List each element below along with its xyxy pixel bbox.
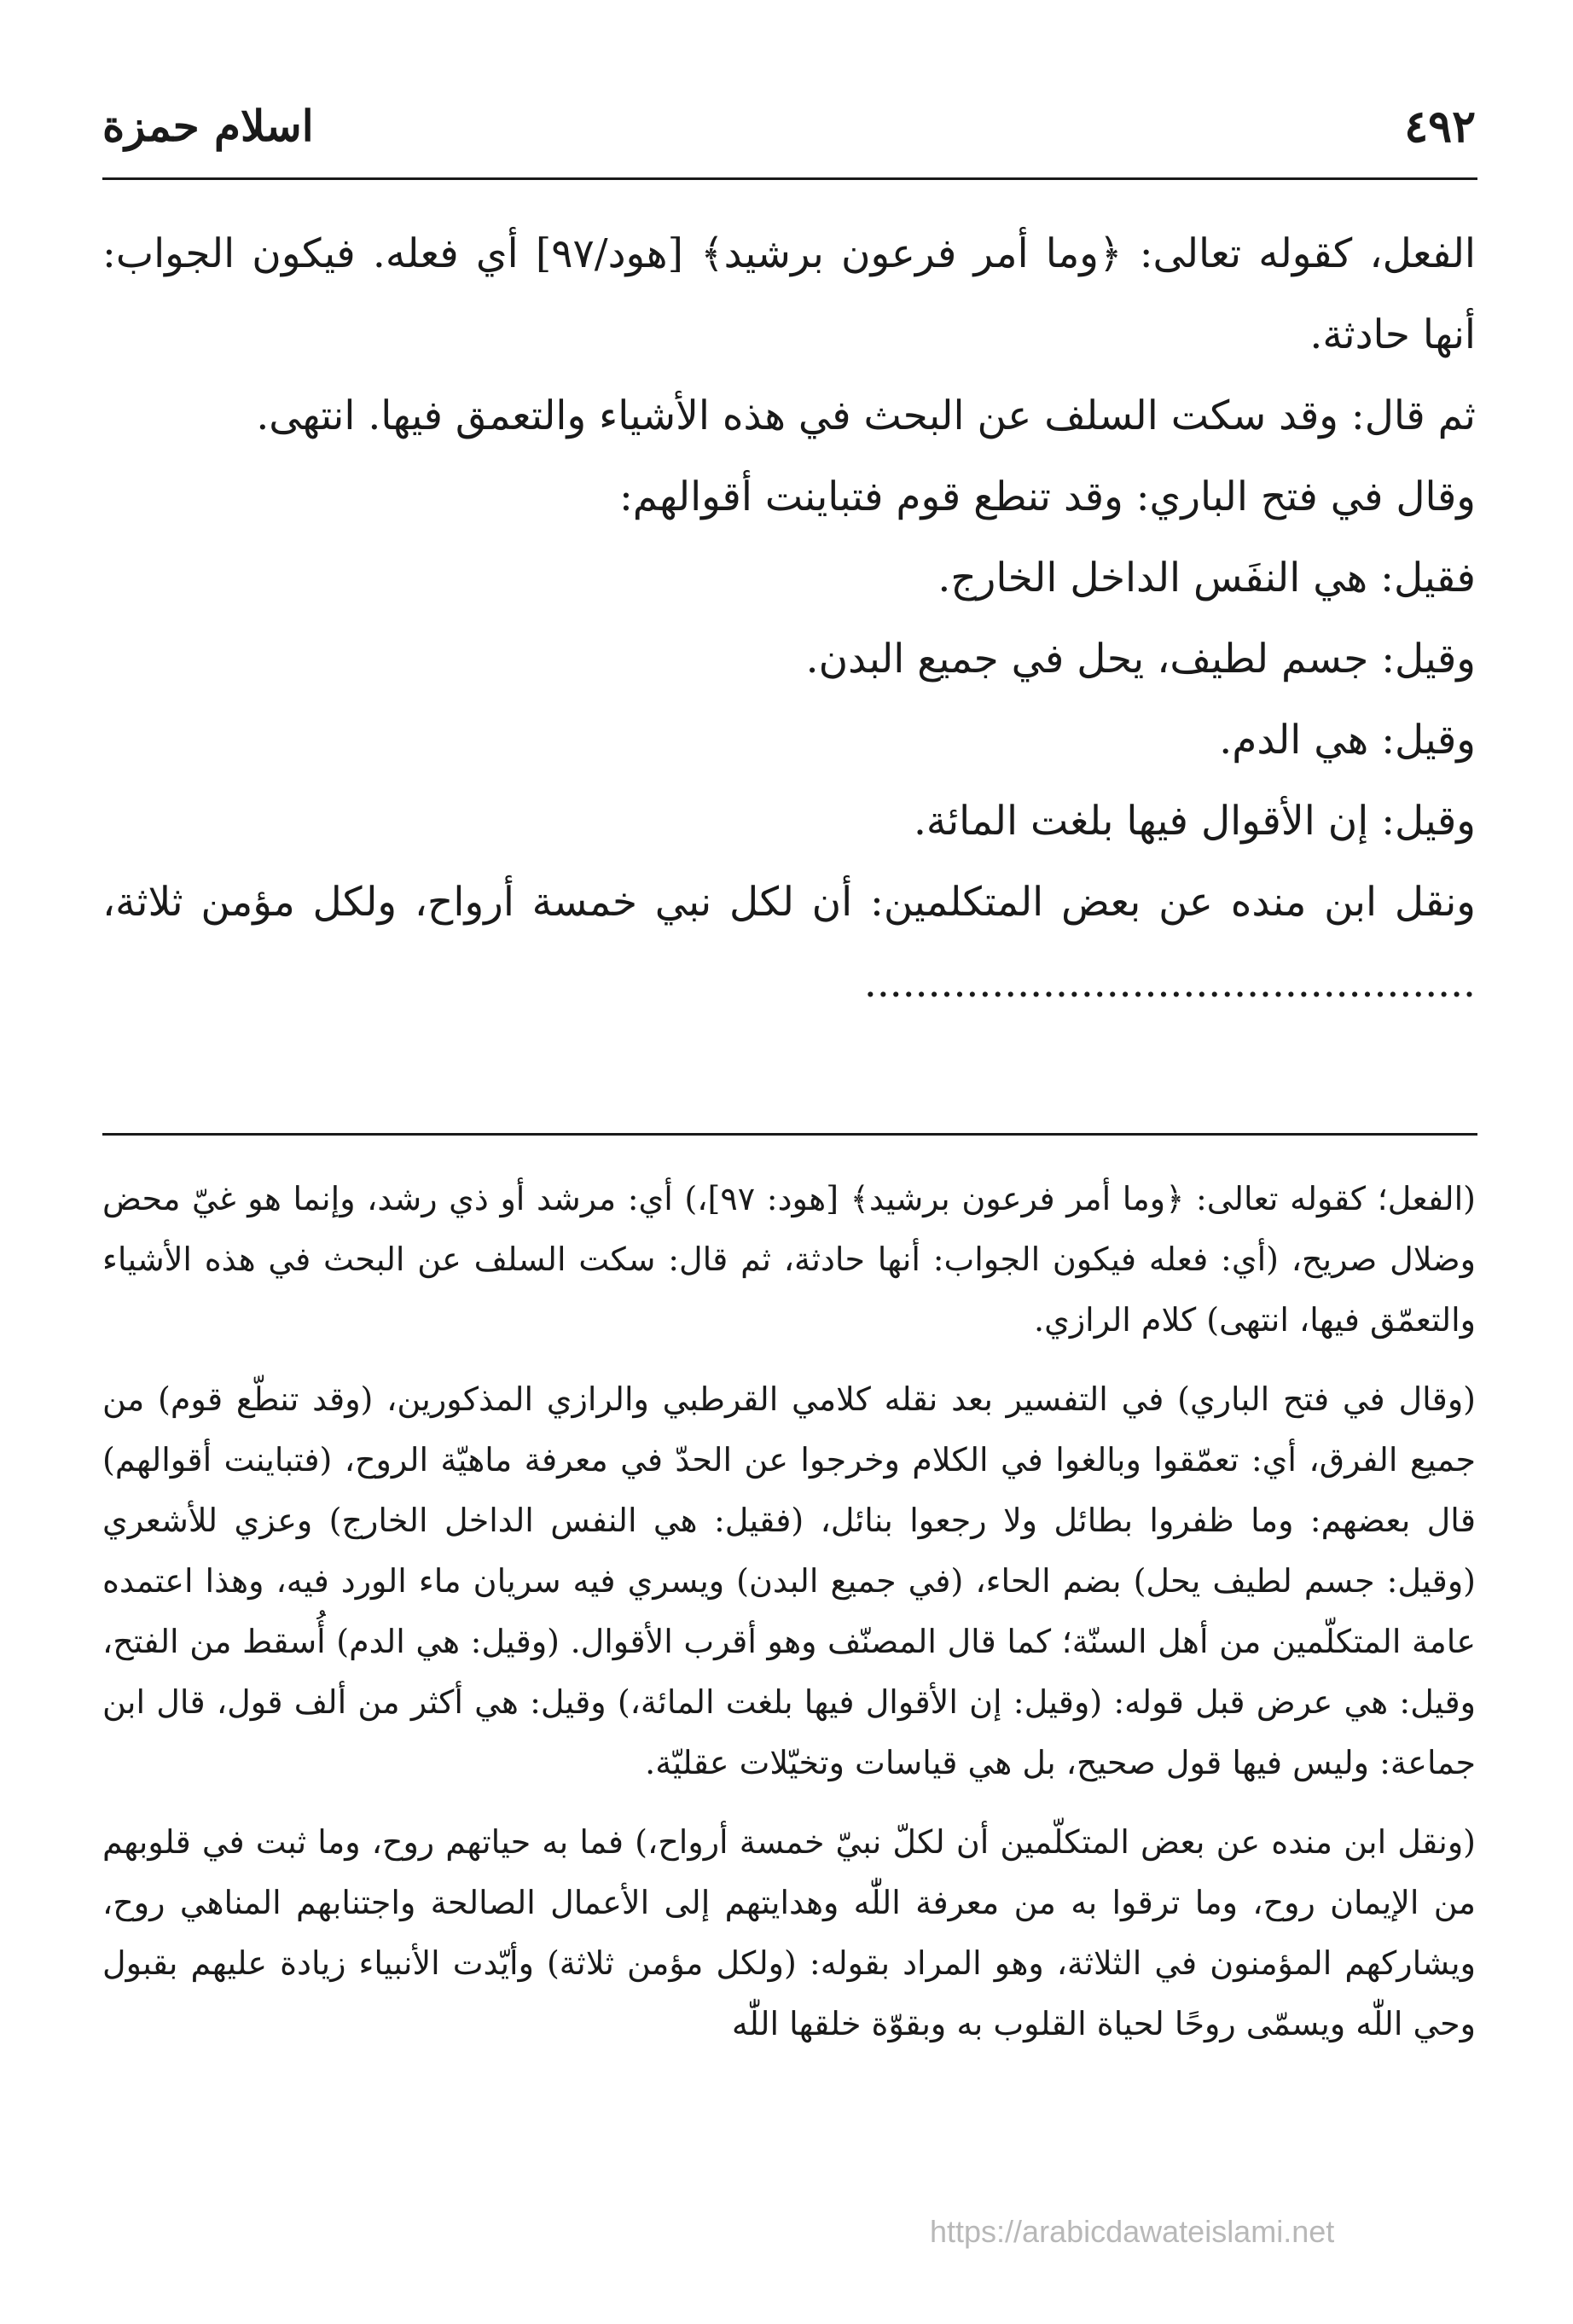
main-paragraph xyxy=(102,862,1476,1024)
header-rule xyxy=(102,177,1477,180)
main-text xyxy=(102,213,1476,1024)
commentary-text xyxy=(102,1169,1476,2073)
commentary-paragraph: (وقال في فتح الباري) في التفسير بعد نقله كلامي القرطبي والرازي المذكورين، (وقد تنطّع قوم) من جميع الفرق، أي: تعمّقوا وبالغوا في الكلام وخرجوا عن الحدّ في معرفة ماهيّة الروح، (فتباينت أقوالهم) قال بعضهم: وما ظفروا بطائل ولا رجعوا بنائل، (فقيل: هي النفس الداخل الخارج) وعزي للأشعري (وقيل: جسم لطيف يحل) بضم الحاء، (في جميع البدن) ويسري فيه سريان ماء الورد فيه، وهذا اعتمده عامة المتكلّمين من أهل السنّة؛ كما قال المصنّف وهو أقرب الأقوال. (وقيل: هي الدم) أُسقط من الفتح، وقيل: هي عرض قبل قوله: (وقيل: إن الأقوال فيها بلغت المائة،) وقيل: هي أكثر من ألف قول، قال ابن جماعة: وليس فيها قول صحيح، بل هي قياسات وتخيّلات عقليّة. xyxy=(102,1380,1476,1781)
running-title: اسلام حمزة xyxy=(102,101,314,151)
main-paragraph-text: ونقل ابن منده عن بعض المتكلمين: أن لكل نبي خمسة أرواح، ولكل مؤمن ثلاثة، xyxy=(102,879,1477,926)
page-number: ٤٩٢ xyxy=(1404,101,1476,153)
footnote-separator xyxy=(102,1133,1477,1136)
page-header xyxy=(102,101,1476,169)
commentary-paragraph: (ونقل ابن منده عن بعض المتكلّمين أن لكلّ نبيّ خمسة أرواح،) فما به حياتهم روح، وما ثبت في قلوبهم من الإيمان روح، وما ترقوا به من معرفة اللّٰه وهدايتهم إلى الأعمال الصالحة واجتنابهم المناهي روح، ويشاركهم المؤمنون في الثلاثة، وهو المراد بقوله: (ولكل مؤمن ثلاثة) وأيّدت الأنبياء زيادة عليهم بقبول وحي اللّٰه ويسمّى روحًا لحياة القلوب به وبقوّة خلقها اللّٰه xyxy=(102,1823,1476,2042)
main-paragraph: وقال في فتح الباري: وقد تنطع قوم فتباينت أقوالهم: xyxy=(618,474,1476,520)
watermark-url: https://arabicdawateislami.net xyxy=(930,2214,1335,2249)
commentary-paragraph: (الفعل؛ كقوله تعالى: ﴿وما أمر فرعون برشيد﴾ [هود: ٩٧]،) أي: مرشد أو ذي رشد، وإنما هو غيّ محض وضلال صريح، (أي: فعله فيكون الجواب: أنها حادثة، ثم قال: سكت السلف عن البحث في هذه الأشياء والتعمّق فيها، انتهى) كلام الرازي. xyxy=(102,1180,1476,1339)
main-paragraph: وقيل: إن الأقوال فيها بلغت المائة. xyxy=(913,798,1476,845)
main-paragraph: ثم قال: وقد سكت السلف عن البحث في هذه الأشياء والتعمق فيها. انتهى. xyxy=(256,392,1476,439)
main-paragraph: وقيل: هي الدم. xyxy=(1219,717,1476,764)
main-paragraph: وقيل: جسم لطيف، يحل في جميع البدن. xyxy=(805,636,1476,683)
ellipsis-dots: ................................................ xyxy=(863,960,1476,1007)
main-paragraph: الفعل، كقوله تعالى: ﴿وما أمر فرعون برشيد﴾ [هود/٩٧] أي فعله. فيكون الجواب: أنها حادثة. xyxy=(102,230,1476,358)
main-paragraph: فقيل: هي النفَس الداخل الخارج. xyxy=(937,555,1476,601)
